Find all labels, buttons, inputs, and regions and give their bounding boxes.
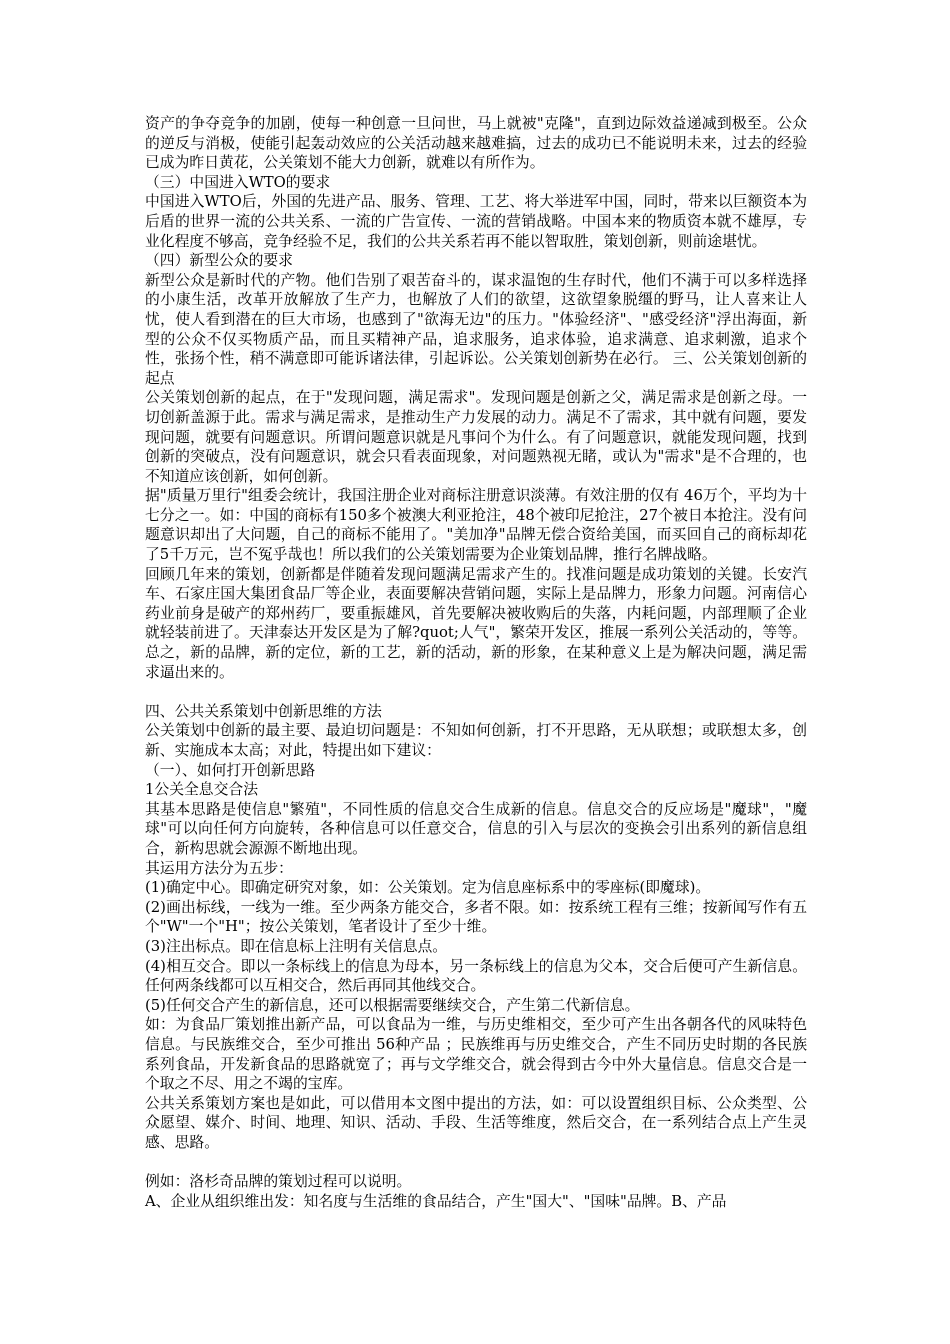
heading-section-four: 四、公共关系策划中创新思维的方法 xyxy=(145,702,382,720)
list-item-step-3: (3)注出标点。即在信息标上注明有关信息点。 xyxy=(145,937,448,955)
paragraph-review-of-planning: 回顾几年来的策划，创新都是伴随着发现问题满足需求产生的。找准问题是成功策划的关键。长安汽车、石家庄国大集团食品厂等企业，表面要解决营销问题，实际上是品牌力，形象力问题。河南信心药业前身是破产的郑州药厂，要重振雄风，首先要解决被收购后的失落，内耗问题，内部理顺了企业就轻装前进了。天津泰达开发区是为了解?quot;人气"，繁荣开发区，推展一系列公关活动的，等等。总之，新的品牌，新的定位，新的工艺，新的活动，新的形象，在某种意义上是为解决问题，满足需求逼出来的。 xyxy=(145,565,807,681)
paragraph-main-problem: 公关策划中创新的最主要、最迫切问题是：不知如何创新，打不开思路，无从联想；或联想太多，创新、实施成本太高；对此，特提出如下建议： xyxy=(145,722,807,759)
heading-new-public-requirement: （四）新型公众的要求 xyxy=(145,252,293,270)
paragraph-five-steps: 其运用方法分为五步： xyxy=(145,859,293,877)
paragraph-innovation-starting-point: 公关策划创新的起点，在于"发现问题，满足需求"。发现问题是创新之父，满足需求是创新之母。一切创新盖源于此。需求与满足需求，是推动生产力发展的动力。满足不了需求，其中就有问题，要发现问题，就要有问题意识。所谓问题意识就是凡事问个为什么。有了问题意识，就能发现问题，找到创新的突破点，没有问题意识，就会只看表面现象，对问题熟视无睹，或认为"需求"是不合理的，也不知道应该创新，如何创新。 xyxy=(145,389,807,485)
paragraph-example-a: A、企业从组织维出发：知名度与生活维的食品结合，产生"国大"、"国味"品牌。B、产品 xyxy=(145,1192,727,1210)
list-item-step-4: (4)相互交合。即以一条标线上的信息为母本，另一条标线上的信息为父本，交合后便可产生新信息。任何两条线都可以互相交合，然后再同其他线交合。 xyxy=(145,957,807,995)
document-body xyxy=(145,114,807,1211)
list-item-step-5: (5)任何交合产生的新信息，还可以根据需要继续交合，产生第二代新信息。 xyxy=(145,996,640,1014)
paragraph-basic-idea: 其基本思路是使信息"繁殖"，不同性质的信息交合生成新的信息。信息交合的反应场是"魔球"，"魔球"可以向任何方向旋转，各种信息可以任意交合，信息的引入与层次的变换会引出系列的新信息组合，新构思就会源源不断地出现。 xyxy=(145,800,807,857)
blank-line xyxy=(145,1152,807,1172)
list-item-step-1: (1)确定中心。即确定研究对象，如：公关策划。定为信息座标系中的零座标(即魔球)。 xyxy=(145,879,711,897)
heading-open-ideas: （一）、如何打开创新思路 xyxy=(145,761,316,779)
paragraph-wto: 中国进入WTO后，外国的先进产品、服务、管理、工艺、将大举进军中国，同时，带来以巨额资本为后盾的世界一流的公共关系、一流的广告宣传、一流的营销战略。中国本来的物质资本就不雄厚，专业化程度不够高，竞争经验不足，我们的公共关系若再不能以智取胜，策划创新，则前途堪忧。 xyxy=(145,193,807,250)
paragraph-new-public: 新型公众是新时代的产物。他们告别了艰苦奋斗的，谋求温饱的生存时代，他们不满于可以多样选择的小康生活，改革开放解放了生产力，也解放了人们的欲望，这欲望象脱缰的野马，让人喜来让人忧，使人看到潜在的巨大市场，也感到了"欲海无边"的压力。"体验经济"、"感受经济"浮出海面，新型的公众不仅买物质产品，而且买精神产品，追求服务，追求体验，追求满意、追求刺激，追求个性，张扬个性，稍不满意即可能诉诸法律，引起诉讼。公关策划创新势在必行。 三、公关策划创新的起点 xyxy=(145,271,807,387)
paragraph-asset-competition: 资产的争夺竞争的加剧，使每一种创意一旦问世，马上就被"克隆"，直到边际效益递减到极至。公众的逆反与消极，使能引起轰动效应的公关活动越来越难搞，过去的成功已不能说明未来，过去的经验已成为昨日黄花，公关策划不能大力创新，就难以有所作为。 xyxy=(145,115,807,172)
paragraph-pr-plan: 公共关系策划方案也是如此，可以借用本文图中提出的方法，如：可以设置组织目标、公众类型、公众愿望、媒介、时间、地理、知识、活动、手段、生活等维度，然后交合，在一系列结合点上产生灵感、思路。 xyxy=(145,1094,807,1151)
heading-holographic-method: 1公关全息交合法 xyxy=(145,781,258,799)
blank-line xyxy=(145,682,807,702)
list-item-step-2: (2)画出标线，一线为一维。至少两条方能交合，多者不限。如：按系统工程有三维；按新闻写作有五个"W"一个"H"；按公关策划，笔者设计了至少十维。 xyxy=(145,898,807,936)
paragraph-trademark-statistics: 据"质量万里行"组委会统计，我国注册企业对商标注册意识淡薄。有效注册的仅有 46万个，平均为十七分之一。如：中国的商标有150多个被澳大利亚抢注，48个被印尼抢注，27个被日本抢注。没有问题意识却出了大问题，自己的商标不能用了。"美加净"品牌无偿合资给美国，而买回自己的商标却花了5千万元，岂不冤乎哉也！所以我们的公关策划需要为企业策划品牌，推行名牌战略。 xyxy=(145,487,807,564)
paragraph-food-example: 如：为食品厂策划推出新产品，可以食品为一维，与历史维相交，至少可产生出各朝各代的风味特色信息。与民族维交合，至少可推出 56种产品 ；民族维再与历史维交合，产生不同历史时期的各民族系列食品，开发新食品的思路就宽了；再与文学维交合，就会得到古今中外大量信息。信息交合是一个取之不尽、用之不竭的宝库。 xyxy=(145,1016,807,1093)
heading-wto-requirement: （三）中国进入WTO的要求 xyxy=(145,173,331,191)
paragraph-example-intro: 例如：洛杉奇品牌的策划过程可以说明。 xyxy=(145,1173,412,1191)
